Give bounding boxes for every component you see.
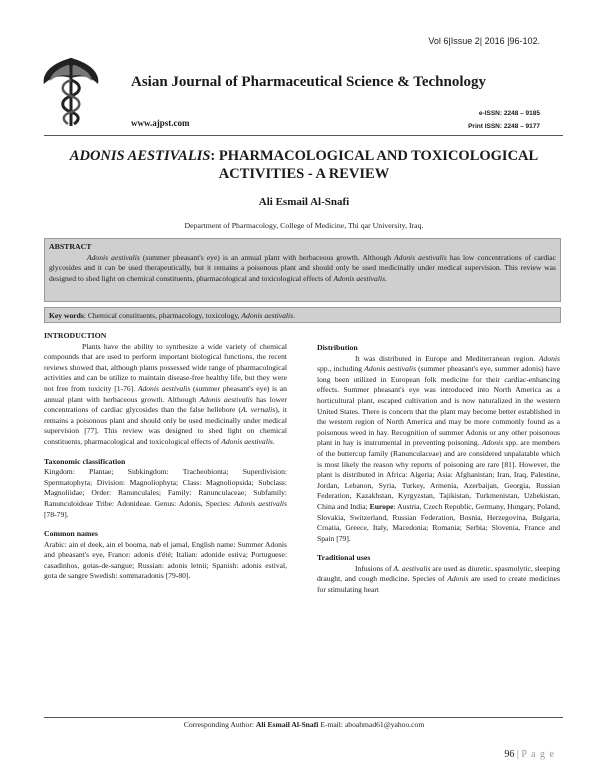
intro-span: . [272,436,275,446]
corresp-label: Corresponding Author: [183,720,256,729]
introduction-paragraph [44,342,287,448]
page-sep: | [516,749,519,760]
keywords-species: Adonis aestivalis [241,311,294,320]
page-word: P a g e [521,749,555,760]
distribution-paragraph [317,354,560,545]
common-names-heading: Common names [44,529,98,539]
trad-span: are used to create medicines for stimulating heart [317,574,561,595]
title-rest: : PHARMACOLOGICAL AND TOXICOLOGICAL ACTIVITIES - A REVIEW [210,148,539,182]
spacer [317,544,560,553]
header-rule [44,135,563,136]
taxonomy-paragraph [44,467,287,520]
spacer [44,520,287,529]
dist-span: Adonis [481,438,504,448]
page-num: 96 [504,749,515,760]
keywords-end: . [293,311,296,320]
spacer [44,448,287,457]
keywords-label: Key words [49,311,84,320]
page-number [504,749,555,760]
abstract-span: . [385,273,387,283]
article-title [40,147,568,183]
corresponding-author [40,720,568,729]
title-species: ADONIS AESTIVALIS [69,148,211,164]
intro-span: ), it remains a poisonous plant and should only be used medicinally under medical supervision [77]. This review was designed to shed light on chemical constituents, pharmacological and toxicological effects of [44,405,288,446]
journal-name: Asian Journal of Pharmaceutical Science & Technology [131,74,486,90]
trad-span: Adonis [447,574,469,584]
print-issn: Print ISSN: 2248 – 9177 [468,123,540,130]
traditional-uses-heading: Traditional uses [317,553,371,563]
intro-span: Adonis aestivalis [221,436,273,446]
trad-span: are used as diuretic, spasmolytic, sleeping draught, and cough medicine. Species of [317,563,560,584]
keywords-box [44,307,561,323]
taxonomy-span: Kingdom: Plantae; Subkingdom: Tracheobionta; Superdivision: Spermatophyta; Division: Magnoliophyta; Class: Magnoliopsida; Subclass: Magnoliidae; Order: Ranunculales; Family: Ranunculaceae; Subfamily: Ranunculoideae Tribe: Adonideae. Genus: Adonis, Species: [44,467,287,508]
trad-span: A. aestivalis [393,563,431,573]
abstract-span: Adonis aestivalis [333,273,386,283]
keywords-text: : Chemical constituents, pharmacology, toxicology, [83,311,242,320]
dist-span: (summer pheasant's eye, summer adonis) have long been utilized in European folk medicine for their cardiac-enhancing effects. Summer pheasant's eye was introduced into North America as a horticultural plant, escaped cultivation and is now naturalized in the western United States. There is concern that the plant may become better established in the western region of North America and may be more commonly found as a poisonous weed in hay. Recognition of summer Adonis or any other poisonous plant in hay is instrumental in preventing poisoning. [317,364,560,448]
intro-span: (summer pheasant's eye) is an annual plant with herbaceous growth. Although [44,383,287,404]
taxonomy-heading: Taxonomic classification [44,456,126,466]
abstract-text [49,253,556,285]
intro-span: Plants have the ability to synthesize a wide variety of chemical compounds that are used to perform important biological functions, the recent reviews showed that, although plants possessed wide range of pharmacological activities and can be utilize to maintain disease-free healthy life, but they were not free from toxicity [1-76]. [44,341,287,393]
corresp-email[interactable]: E-mail: aboahmad61@yahoo.com [318,720,425,729]
intro-span: Adonis aestivalis [137,383,191,393]
volume-info: Vol 6|Issue 2| 2016 |96-102. [428,36,540,46]
traditional-uses-paragraph [317,564,560,596]
dist-span: It was distributed in Europe and Mediterranean region. [355,353,539,363]
introduction-heading: INTRODUCTION [44,331,107,340]
common-names-paragraph: Arabic: ain el deek, ain el booma, nab el jamal, English name: Summer Adonis and pheasant's eye, France: adonis d'été; Italian: adonide estiva; Portuguese: casadinhos, gotas-de-sangue; Russian: adonis letnii; Spanish: adonis estival, gota de sangre Swedish: sommaradonis [79-80]. [44,539,287,581]
left-column [44,331,287,582]
issn-block [468,107,540,133]
author-name: Ali Esmail Al-Snafi [258,196,350,208]
dist-span: Adonis [538,353,560,363]
abstract-span: (summer pheasant's eye) is an annual plant with herbaceous growth. Although [139,252,395,262]
eissn: e-ISSN: 2248 – 9185 [478,110,540,117]
intro-span: Adonis aestivalis [199,394,253,404]
dist-span: spp., including [317,364,365,374]
abstract-span: Adonis aestivalis [394,252,447,262]
distribution-heading: Distribution [317,343,358,352]
dist-span: : Austria, Czech Republic, Germany, Hungary, Poland, Slovakia, Switzerland, Russian Federation, Bosnia, Herzegovina, Bulgaria, Croatia, Greece, Italy, Macedonia; Romania; Serbia; Slovenia, France and Spain [79]. [317,501,561,543]
affiliation: Department of Pharmacology, College of Medicine, Thi qar University, Iraq. [184,221,424,230]
dist-span: spp. are members of the buttercup family (Ranunculaceae) and are considered unpalatable which is most likely the reason why reports of poisoning are rare [81]. However, the plant is distributed in Africa: Algeria; Asia: Afghanistan; Iran, Iraq, Palestine, Jordan, Lebanon, Syria, Turkey, Armenia, Azerbaijan, Georgia, Russian Federation, Kazakhstan, Kyrgyzstan, Tajikistan, Turkmenistan, Uzbekistan, China and India; [317,438,560,511]
dist-span: Europe [369,501,394,511]
abstract-heading: ABSTRACT [49,242,92,251]
footer-rule [44,717,563,718]
intro-span: A. vernalis [241,405,276,415]
abstract-span: Adonis aestivalis [87,252,140,262]
dist-span: Adonis aestivalis [364,364,417,374]
journal-website[interactable]: www.ajpst.com [131,118,190,128]
intro-span: has lower concentrations of cardiac glycosides than the false hellebore ( [44,394,287,415]
taxonomy-span: [78-79]. [44,509,69,519]
caduceus-logo [38,54,104,132]
trad-span: Infusions of [355,563,394,573]
abstract-span: has low concentrations of cardiac glycosides and it can be used therapeutically, but it remains a poisonous plant and should only be used medicinally under medical supervision. This review was designed to shed light on chemical constituents, pharmacological and toxicological effects of [49,252,556,283]
taxonomy-span: Adonis aestivalis [234,498,287,508]
corresp-name: Ali Esmail Al-Snafi [255,720,319,729]
abstract-box [44,238,561,302]
right-column [317,343,560,596]
